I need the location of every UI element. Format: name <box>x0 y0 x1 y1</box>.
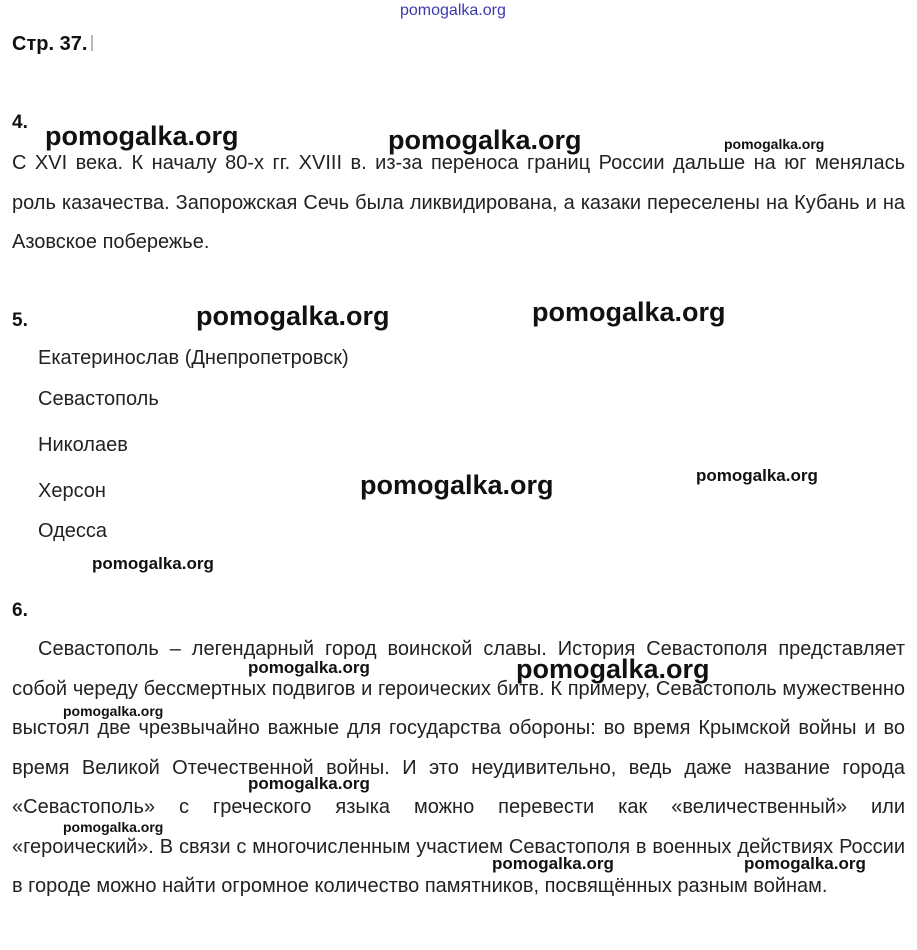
cursor-mark <box>91 35 93 51</box>
watermark: pomogalka.org <box>388 125 582 155</box>
watermark: pomogalka.org <box>532 297 726 327</box>
watermark: pomogalka.org <box>744 854 866 873</box>
city-list-item: Севастополь <box>38 388 159 410</box>
site-header-link[interactable]: pomogalka.org <box>400 2 506 19</box>
watermark: pomogalka.org <box>92 554 214 573</box>
city-list-item: Николаев <box>38 434 128 456</box>
page-title: Стр. 37. <box>12 33 93 56</box>
watermark: pomogalka.org <box>196 301 390 331</box>
watermark: pomogalka.org <box>516 654 710 684</box>
task-number-6: 6. <box>12 600 28 621</box>
task-number-4: 4. <box>12 112 28 133</box>
watermark: pomogalka.org <box>63 819 164 835</box>
watermark: pomogalka.org <box>63 703 164 719</box>
watermark: pomogalka.org <box>248 658 370 677</box>
task-4-text: С XVI века. К началу 80-х гг. XVIII в. из-за переноса границ России дальше на юг менялась роль казачества. Запорожская Сечь была ликвидирована, а казаки переселены на Кубань и на Азовское побережье. <box>12 152 905 253</box>
watermark: pomogalka.org <box>696 466 818 485</box>
city-list-item: Херсон <box>38 480 106 502</box>
city-list-item: Одесса <box>38 520 108 542</box>
task-6-text: Севастополь – легендарный город воинской славы. История Севастополя представляет собой череду бессмертных подвигов и героических битв. К примеру, Севастополь мужественно выстоял две чрезвычайно важные для государства обороны: во время Крымской войны и во время Великой Отечественной войны. И это неудивительно, ведь даже название города «Севастополь» с греческого языка можно перевести как «величественный» или «героический». В связи с многочисленным участием Севастополя в военных действиях России в городе можно найти огромное количество памятников, посвящённых разным войнам. <box>12 638 905 897</box>
watermark: pomogalka.org <box>45 121 239 151</box>
watermark: pomogalka.org <box>360 470 554 500</box>
watermark: pomogalka.org <box>492 854 614 873</box>
watermark: pomogalka.org <box>724 136 825 152</box>
watermark: pomogalka.org <box>248 774 370 793</box>
task-number-5: 5. <box>12 310 28 331</box>
city-list-item: Екатеринослав (Днепропетровск) <box>38 347 349 369</box>
